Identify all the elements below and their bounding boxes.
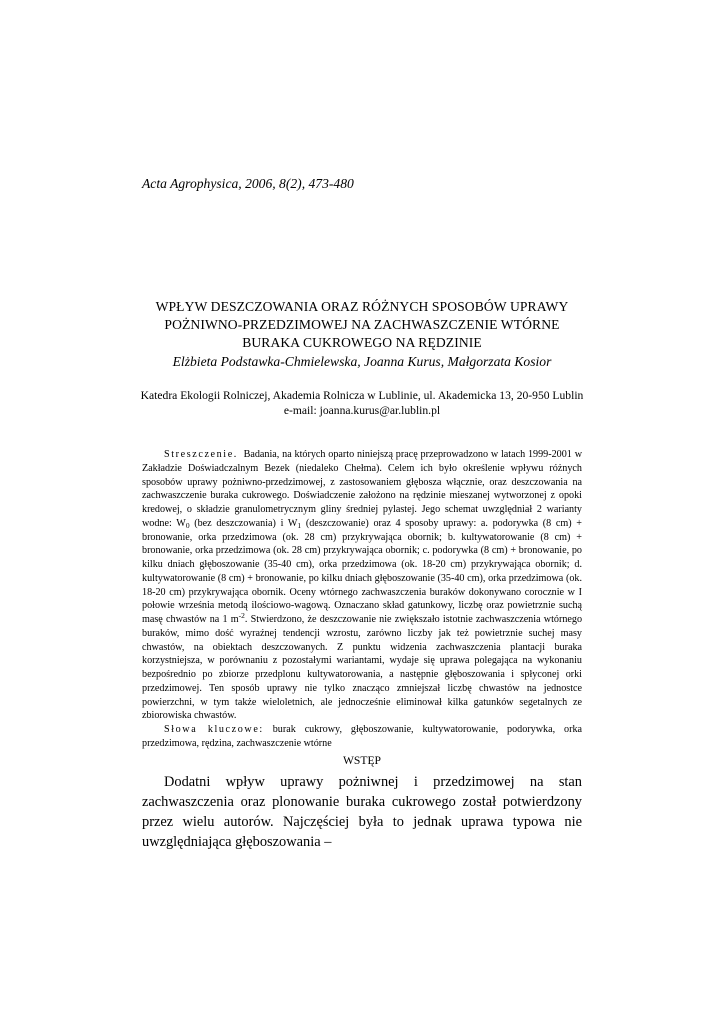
affiliation: Katedra Ekologii Rolniczej, Akademia Rolnicza w Lublinie, ul. Akademicka 13, 20-950 Lublin — [140, 389, 584, 402]
contact-email: e-mail: joanna.kurus@ar.lublin.pl — [283, 404, 441, 417]
abstract — [142, 448, 582, 751]
title-line-1: WPŁYW DESZCZOWANIA ORAZ RÓŻNYCH SPOSOBÓW UPRAWY — [155, 299, 569, 314]
abstract-text-1: Badania, na których oparto niniejszą pracę przeprowadzono w latach 1999-2001 w Zakładzie Doświadczalnym Bezek (niedaleko Chełma). Celem ich było określenie wpływu różnych sposobów uprawy pożniwno-przedzimowej, z zastosowaniem głębosza włącznie, oraz deszczowania na zachwaszczenie buraka cukrowego. Doświadczenie założono na rędzinie mieszanej wytworzonej z opoki kredowej, o składzie granulometrycznym gliny średniej pylastej. Jego schemat uwzględniał 2 warianty wodne: W — [142, 449, 583, 529]
keywords-label: Słowa kluczowe: — [164, 724, 264, 735]
abstract-label: Streszczenie. — [164, 449, 238, 460]
intro-body — [142, 772, 582, 852]
article-title — [120, 298, 604, 352]
abstract-text-3: (deszczowanie) oraz 4 sposoby uprawy: a. podorywka (8 cm) + bronowanie, orka przedzimowa (ok. 28 cm) przykrywająca obornik; b. kultywatorowanie (8 cm) + bronowanie, orka przedzimowa (ok. 28 cm) przykrywająca obornik; c. podorywka (8 cm) + bronowanie, po kilku dniach głęboszowanie (35-40 cm), orka przedzimowa (ok. 18-20 cm) przykrywająca obornik; d. kultywatorowanie (8 cm) + bronowanie, po kilku dniach głęboszowanie (35-40 cm), orka przedzimowa (ok. 18-20 cm) przykrywająca obornik. Oceny wtórnego zachwaszczenia buraków dokonywano corocznie w I połowie września metodą ilościowo-wagową. Oznaczano skład gatunkowy, liczbę oraz powietrznie suchą masę chwastów na 1 m — [142, 517, 583, 625]
title-line-3: BURAKA CUKROWEGO NA RĘDZINIE — [242, 335, 482, 350]
subscript-w0: 0 — [185, 520, 190, 530]
affiliation-block — [100, 388, 624, 418]
author-list: Elżbieta Podstawka-Chmielewska, Joanna Kurus, Małgorzata Kosior — [172, 354, 552, 369]
superscript-m2: -2 — [238, 611, 245, 620]
keywords — [142, 723, 582, 751]
section-heading-intro: WSTĘP — [342, 754, 381, 767]
keywords-text: burak cukrowy, głęboszowanie, kultywatorowanie, podorywka, orka przedzimowa, rędzina, zachwaszczenie wtórne — [142, 724, 583, 749]
title-line-2: POŻNIWNO-PRZEDZIMOWEJ NA ZACHWASZCZENIE WTÓRNE — [164, 317, 560, 332]
journal-reference: Acta Agrophysica, 2006, 8(2), 473-480 — [142, 176, 354, 191]
abstract-text-2: (bez deszczowania) i W — [189, 517, 298, 529]
subscript-w1: 1 — [297, 520, 302, 530]
abstract-body — [142, 448, 582, 723]
abstract-text-4: . Stwierdzono, że deszczowanie nie zwiększało istotnie zachwaszczenia wtórnego buraków, mimo dość wyraźnej tendencji wzrostu, zarówno liczby jak też powietrznie suchej masy chwastów, na obiektach deszczowanych. Z punktu widzenia zachwaszczenia plantacji buraka korzystniejsza, w porównaniu z pozostałymi wariantami, wydaje się uprawa polegająca na wykonaniu bezpośrednio po zbiorze przedplonu kultywatorowania, a następnie głęboszowania i spłyconej orki przedzimowej. Ten sposób uprawy nie tylko znacząco zmniejszał liczbę chwastów na jednostce powierzchni, w tym także wieloletnich, ale jednocześnie eliminował kilka gatunków segetalnych ze zbiorowiska chwastów. — [142, 614, 583, 722]
intro-paragraph: Dodatni wpływ uprawy pożniwnej i przedzimowej na stan zachwaszczenia oraz plonowanie buraka cukrowego został potwierdzony przez wielu autorów. Najczęściej była to jednak uprawa typowa nie uwzględniająca głęboszowania – — [142, 774, 582, 850]
